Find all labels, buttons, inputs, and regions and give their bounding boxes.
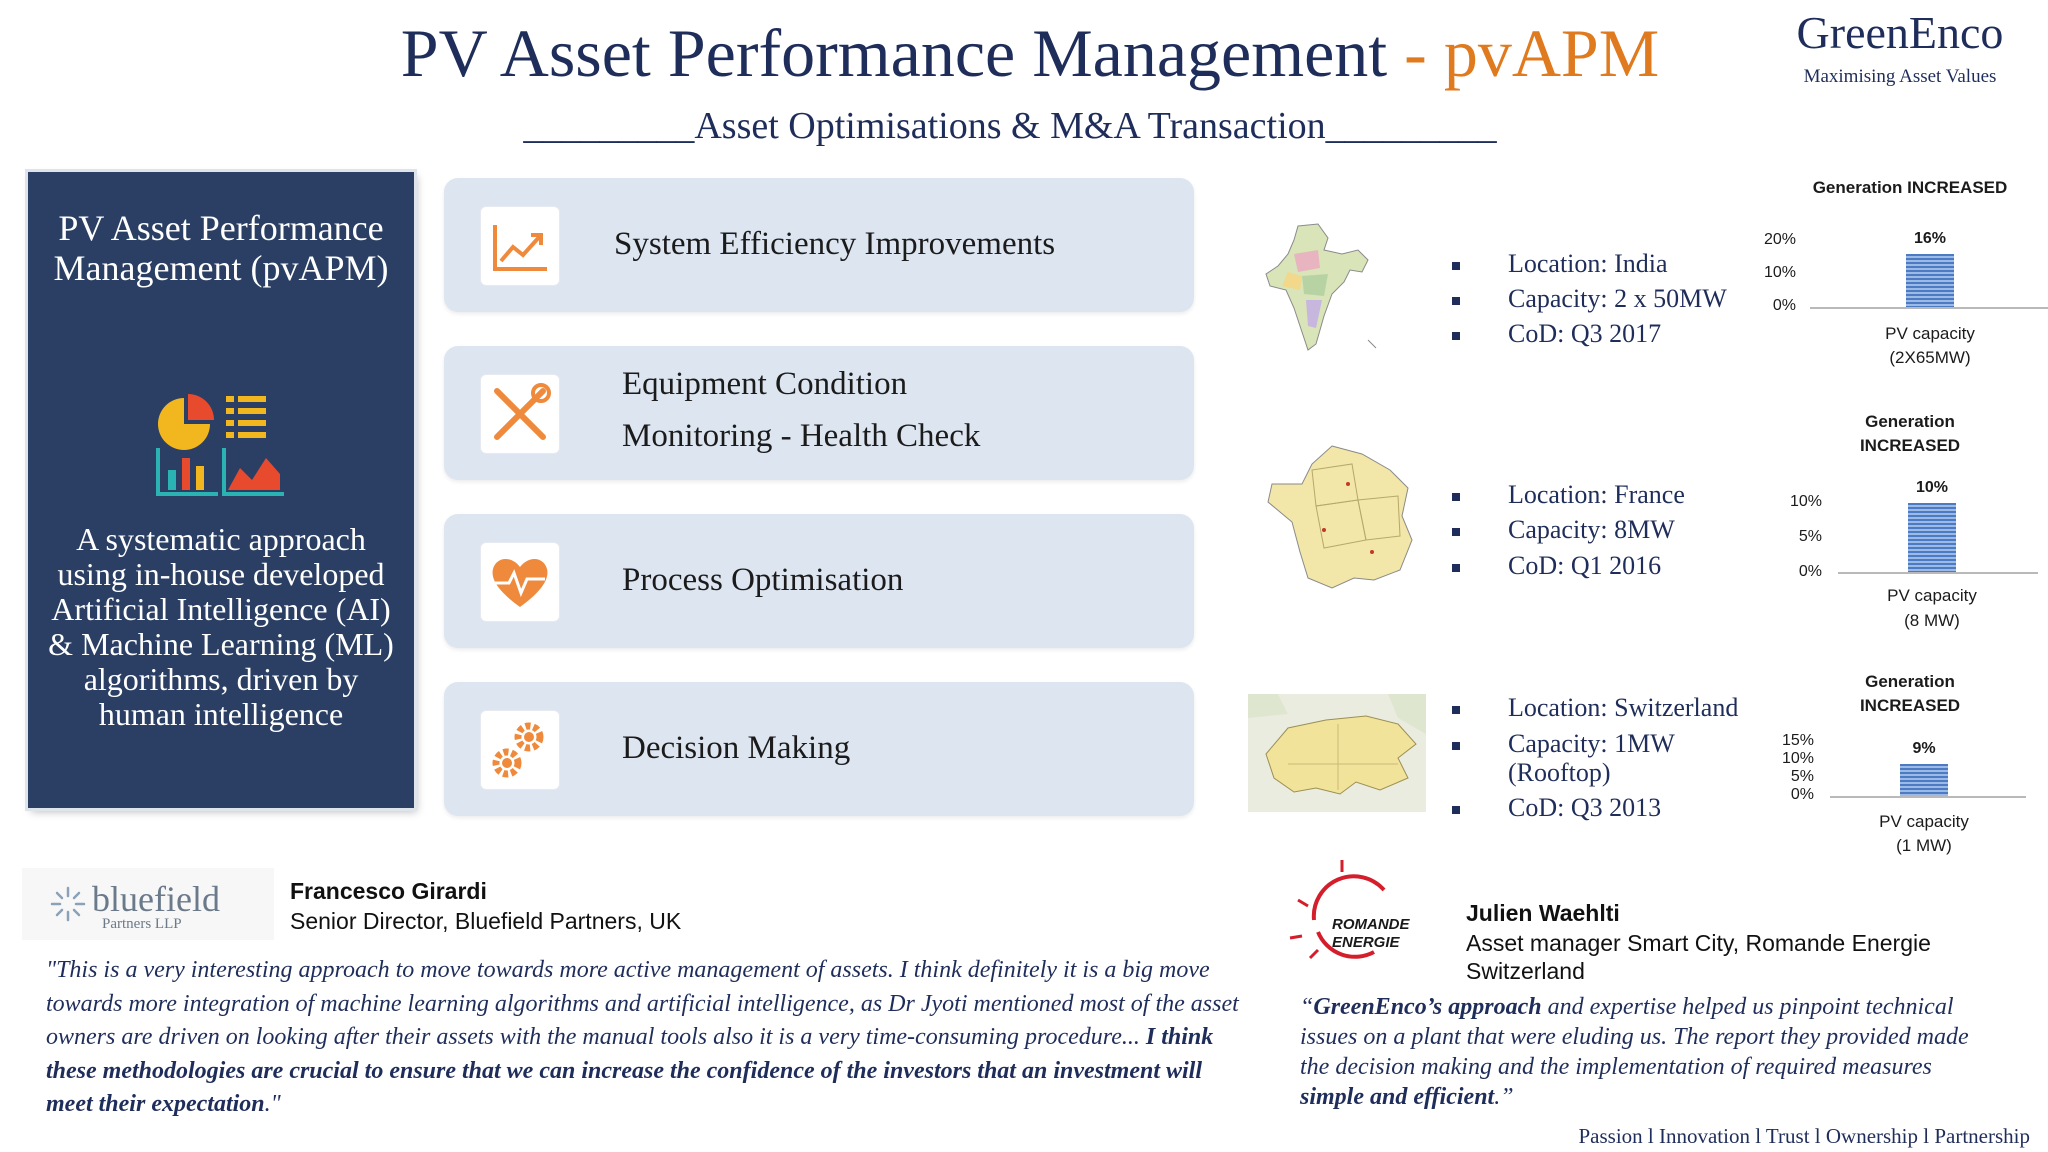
chart-title-line1: Generation: [1865, 412, 1955, 431]
chart-title: Generation INCREASED: [1812, 178, 2008, 197]
tick-label: 10%: [1789, 493, 1822, 510]
chart-bar: [1906, 254, 1954, 307]
chart-switzerland: [1760, 666, 2048, 882]
quote-text: "This is a very interesting approach to move towards more active management of assets. I think definitely it is a big move towards more integration of machine learning algorithms and artificial intelligence, as Dr Jyoti mentioned most of the asset owners are driven on looking after their assets with the manual tools also it is a very time-consuming procedure...: [46, 957, 1239, 1050]
testimonial-name: Francesco Girardi: [290, 878, 487, 904]
quote-open: “: [1300, 994, 1314, 1020]
tick-label: 0%: [1798, 563, 1822, 580]
panel-title: PV Asset Performance Management (pvAPM): [53, 208, 389, 288]
service-card-decision: [444, 682, 1194, 816]
analytics-dashboard-icon: [154, 386, 294, 500]
tick-label: 0%: [1772, 297, 1796, 314]
panel-description: A systematic approach using in-house developed Artificial Intelligence (AI) & Machine Learning (ML) algorithms, driven by human intelligence: [48, 521, 394, 732]
tick-label: 10%: [1781, 750, 1814, 767]
project-capacity: Capacity: 2 x 50MW: [1508, 284, 1727, 313]
chart-france: [1760, 404, 2048, 644]
project-cod: CoD: Q3 2017: [1508, 319, 1662, 348]
bullet-icon: [1452, 493, 1460, 501]
company-tagline: Maximising Asset Values: [1803, 66, 1997, 87]
chart-title-line1: Generation: [1865, 672, 1955, 691]
project-capacity: Capacity: 8MW: [1508, 515, 1675, 544]
quote-end: .”: [1494, 1084, 1514, 1110]
data-label: 16%: [1913, 230, 1947, 248]
tick-label: 0%: [1790, 786, 1814, 803]
bullet-icon: [1452, 297, 1460, 305]
india-map: [1258, 220, 1384, 362]
title-main: PV Asset Performance Management: [400, 15, 1388, 91]
romande-logo-line2: ENERGIE: [1332, 934, 1400, 951]
title-accent: pvAPM: [1443, 15, 1660, 91]
service-card-efficiency: [444, 178, 1194, 312]
data-label: 10%: [1915, 479, 1949, 496]
x-label-line1: PV capacity: [1885, 324, 1975, 343]
quote-emphasis: simple and efficient: [1300, 1084, 1495, 1110]
page-subtitle: _________Asset Optimisations & M&A Transaction_________: [523, 105, 1497, 147]
chart-india: [1740, 168, 2048, 378]
quote-end: .": [264, 1091, 281, 1117]
testimonial-role: Senior Director, Bluefield Partners, UK: [290, 908, 682, 934]
title-separator: -: [1387, 15, 1444, 91]
tick-label: 5%: [1790, 768, 1814, 785]
bullet-icon: [1452, 806, 1460, 814]
bullet-icon: [1452, 332, 1460, 340]
project-capacity-line1: Capacity: 1MW: [1508, 729, 1675, 758]
x-label-line1: PV capacity: [1879, 812, 1969, 831]
testimonial-quote: [1300, 992, 2000, 1112]
chart-bar: [1908, 503, 1956, 572]
switzerland-map: [1248, 694, 1426, 812]
quote-text: and expertise helped us pinpoint technical issues on a plant that were eluding us. The report they provided made the decision making and the implementation of required measures: [1300, 994, 1969, 1080]
quote-emphasis: I think these methodologies are crucial to ensure that we can increase the confidence of the investors that an investment will meet their expectation: [46, 1024, 1214, 1117]
bullet-icon: [1452, 564, 1460, 572]
bullet-icon: [1452, 528, 1460, 536]
service-label-line1: Equipment Condition: [622, 366, 908, 402]
project-capacity-line2: (Rooftop): [1508, 758, 1611, 787]
tick-label: 20%: [1763, 231, 1796, 248]
x-label-line2: (2X65MW): [1889, 348, 1971, 367]
footer-values: Passion l Innovation l Trust l Ownership l Partnership: [1578, 1124, 2030, 1148]
testimonial-quote: [46, 954, 1246, 1122]
testimonial-role-line2: Switzerland: [1466, 958, 1585, 984]
tick-label: 15%: [1781, 732, 1814, 749]
france-map: [1262, 440, 1420, 592]
starburst-icon: [50, 886, 86, 922]
trend-chart-icon: [480, 206, 560, 286]
company-logo: GreenEnco: [1796, 7, 2004, 58]
project-cod: CoD: Q3 2013: [1508, 793, 1662, 822]
gears-icon: [480, 710, 560, 790]
data-label: 9%: [1912, 739, 1936, 757]
service-label: System Efficiency Improvements: [614, 226, 1056, 262]
bullet-icon: [1452, 262, 1460, 270]
romande-logo-line1: ROMANDE: [1332, 916, 1410, 933]
wrench-screwdriver-icon: [480, 374, 560, 454]
testimonial-role-line1: Asset manager Smart City, Romande Energie: [1466, 930, 1931, 956]
x-label-line2: (1 MW): [1896, 836, 1952, 855]
heart-pulse-icon: [480, 542, 560, 622]
testimonial-name: Julien Waehlti: [1466, 900, 1620, 926]
project-cod: CoD: Q1 2016: [1508, 551, 1662, 580]
service-label: Process Optimisation: [622, 562, 904, 598]
bullet-icon: [1452, 742, 1460, 750]
romande-energie-logo: [1284, 860, 1434, 960]
x-label-line2: (8 MW): [1904, 611, 1960, 630]
bluefield-logo-sub: Partners LLP: [102, 916, 182, 932]
service-card-process: [444, 514, 1194, 648]
bluefield-logo: [22, 868, 274, 940]
pvapm-panel: [28, 172, 414, 808]
bluefield-logo-text: bluefield: [92, 879, 220, 919]
project-location: Location: France: [1508, 480, 1685, 509]
chart-axis: [1838, 572, 2038, 574]
chart-bar: [1900, 764, 1948, 796]
page-title: [330, 14, 1730, 93]
service-card-condition: [444, 346, 1194, 480]
chart-axis: [1810, 307, 2048, 309]
service-label: Decision Making: [622, 730, 851, 766]
quote-emphasis: GreenEnco’s approach: [1313, 994, 1542, 1020]
service-label-line2: Monitoring - Health Check: [622, 418, 981, 454]
tick-label: 10%: [1763, 264, 1796, 281]
chart-axis: [1830, 796, 2026, 798]
project-location: Location: Switzerland: [1508, 693, 1739, 722]
tick-label: 5%: [1798, 528, 1822, 545]
bullet-icon: [1452, 706, 1460, 714]
chart-title-line2: INCREASED: [1859, 436, 1961, 455]
chart-title-line2: INCREASED: [1859, 696, 1961, 715]
project-location: Location: India: [1508, 249, 1668, 278]
x-label-line1: PV capacity: [1887, 586, 1977, 605]
